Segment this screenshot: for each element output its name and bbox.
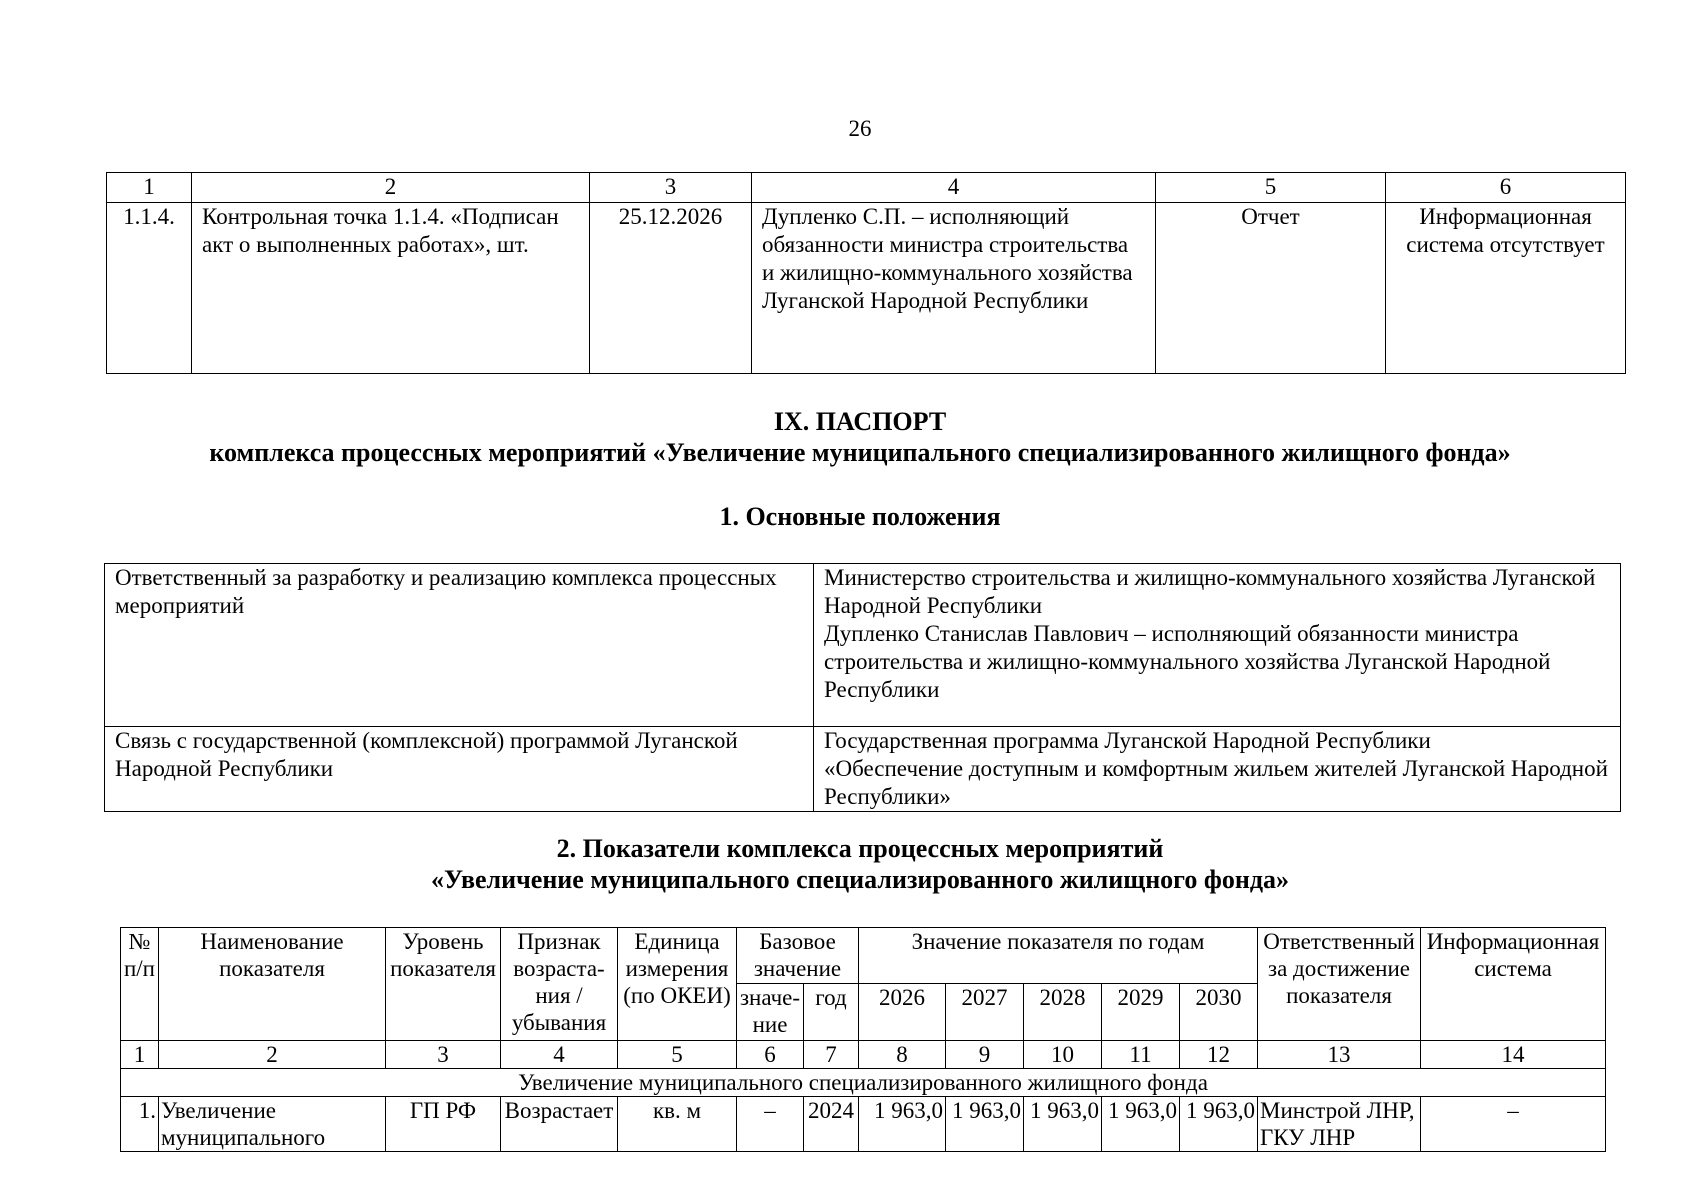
- provision-value: [814, 727, 1621, 812]
- header-year: 2029: [1102, 984, 1180, 1041]
- column-number: 6: [1386, 173, 1626, 203]
- indicator-name: Увеличение муниципального: [159, 1097, 386, 1152]
- passport-title: IX. ПАСПОРТ: [773, 407, 947, 436]
- provision-value-line: Государственная программа Луганской Народной Республики: [824, 728, 1431, 753]
- page-number: 26: [848, 116, 872, 141]
- section-row-title: Увеличение муниципального специализированного жилищного фонда: [121, 1069, 1606, 1097]
- column-number: 2: [192, 173, 590, 203]
- column-number: 6: [737, 1041, 804, 1069]
- indicator-system: –: [1421, 1097, 1606, 1152]
- column-number: 5: [618, 1041, 737, 1069]
- column-number: 13: [1258, 1041, 1421, 1069]
- column-number: 7: [804, 1041, 859, 1069]
- control-points-table: [106, 172, 1626, 374]
- column-number: 1: [107, 173, 192, 203]
- header-level: Уровень показателя: [386, 928, 501, 1041]
- indicator-num: 1.: [121, 1097, 159, 1152]
- column-number: 1: [121, 1041, 159, 1069]
- provision-value: [814, 564, 1621, 727]
- header-name: Наименование показателя: [159, 928, 386, 1041]
- column-number: 3: [590, 173, 752, 203]
- row-number: 1.1.4.: [107, 203, 192, 374]
- column-number: 4: [752, 173, 1156, 203]
- provision-value-line: «Обеспечение доступным и комфортным жильем жителей Луганской Народной Республики»: [824, 756, 1608, 809]
- header-row: [121, 928, 1606, 984]
- header-num: № п/п: [121, 928, 159, 1041]
- header-sign: Признак возраста-ния / убывания: [501, 928, 618, 1041]
- column-numbers-row: [121, 1041, 1606, 1069]
- header-year: 2028: [1024, 984, 1102, 1041]
- header-year: 2026: [859, 984, 946, 1041]
- column-numbers-row: [107, 173, 1626, 203]
- provision-value-line: Дупленко Станислав Павлович – исполняющий обязанности министра строительства и жилищно-коммунального хозяйства Луганской Народной Республики: [824, 621, 1551, 702]
- table-row: [105, 727, 1621, 812]
- section2-subtitle: «Увеличение муниципального специализированного жилищного фонда»: [431, 865, 1289, 894]
- section-row: [121, 1069, 1606, 1097]
- control-point-date: 25.12.2026: [590, 203, 752, 374]
- table-row: [107, 203, 1626, 374]
- column-number: 11: [1102, 1041, 1180, 1069]
- indicator-unit: кв. м: [618, 1097, 737, 1152]
- column-number: 2: [159, 1041, 386, 1069]
- indicators-table: [120, 927, 1606, 1152]
- column-number: 3: [386, 1041, 501, 1069]
- indicator-responsible: Минстрой ЛНР, ГКУ ЛНР: [1258, 1097, 1421, 1152]
- indicator-value-2030: 1 963,0: [1180, 1097, 1258, 1152]
- column-number: 4: [501, 1041, 618, 1069]
- provision-value-line: Министерство строительства и жилищно-коммунального хозяйства Луганской Народной Республики: [824, 565, 1596, 618]
- header-base-value: значе-ние: [737, 984, 804, 1041]
- provision-label: Ответственный за разработку и реализацию комплекса процессных мероприятий: [105, 564, 814, 727]
- table-row: [105, 564, 1621, 727]
- section2-heading: [0, 833, 1697, 895]
- header-system: Информационная система: [1421, 928, 1606, 1041]
- indicator-base-value: –: [737, 1097, 804, 1152]
- header-base: Базовое значение: [737, 928, 859, 984]
- indicator-base-year: 2024: [804, 1097, 859, 1152]
- indicator-value-2028: 1 963,0: [1024, 1097, 1102, 1152]
- indicator-level: ГП РФ: [386, 1097, 501, 1152]
- main-provisions-table: [104, 563, 1621, 812]
- indicator-value-2029: 1 963,0: [1102, 1097, 1180, 1152]
- indicator-value-2027: 1 963,0: [946, 1097, 1024, 1152]
- column-number: 14: [1421, 1041, 1606, 1069]
- header-year: 2027: [946, 984, 1024, 1041]
- section2-title: 2. Показатели комплекса процессных мероприятий: [556, 834, 1164, 863]
- column-number: 8: [859, 1041, 946, 1069]
- column-number: 5: [1156, 173, 1386, 203]
- header-values-by-year: Значение показателя по годам: [859, 928, 1258, 984]
- control-point-document: Отчет: [1156, 203, 1386, 374]
- control-point-name: Контрольная точка 1.1.4. «Подписан акт о выполненных работах», шт.: [192, 203, 590, 374]
- control-point-responsible: Дупленко С.П. – исполняющий обязанности министра строительства и жилищно-коммунального хозяйства Луганской Народной Республики: [752, 203, 1156, 374]
- column-number: 9: [946, 1041, 1024, 1069]
- section1-title: 1. Основные положения: [719, 502, 1001, 531]
- header-unit: Единица измерения (по ОКЕИ): [618, 928, 737, 1041]
- passport-heading: [0, 406, 1697, 468]
- control-point-system: Информационная система отсутствует: [1386, 203, 1626, 374]
- header-responsible: Ответственный за достижение показателя: [1258, 928, 1421, 1041]
- table-row: [121, 1097, 1606, 1152]
- passport-subtitle: комплекса процессных мероприятий «Увеличение муниципального специализированного жилищного фонда»: [209, 438, 1511, 467]
- provision-label: Связь с государственной (комплексной) программой Луганской Народной Республики: [105, 727, 814, 812]
- column-number: 12: [1180, 1041, 1258, 1069]
- header-base-year: год: [804, 984, 859, 1041]
- column-number: 10: [1024, 1041, 1102, 1069]
- indicator-value-2026: 1 963,0: [859, 1097, 946, 1152]
- indicator-sign: Возрастает: [501, 1097, 618, 1152]
- header-year: 2030: [1180, 984, 1258, 1041]
